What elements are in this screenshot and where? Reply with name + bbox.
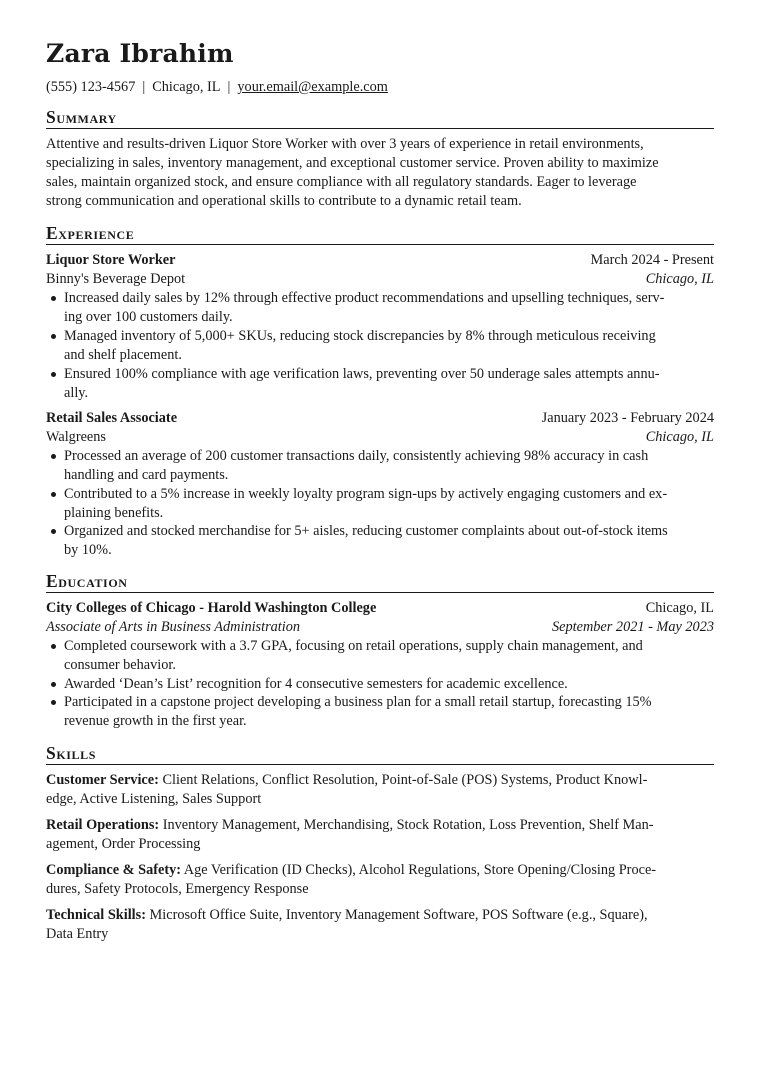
contact-separator: | xyxy=(142,79,146,95)
bullet-line: Increased daily sales by 12% through effective product recommendations and upselling techniques, serv- xyxy=(64,290,665,306)
job-bullet xyxy=(46,289,714,327)
job-bullet xyxy=(46,327,714,365)
job-company-row xyxy=(46,270,714,289)
phone-number: (555) 123-4567 xyxy=(46,79,136,95)
email-link[interactable]: your.email@example.com xyxy=(237,79,388,95)
bullet-icon xyxy=(51,334,56,339)
section-title: Skills xyxy=(46,743,97,763)
section-divider xyxy=(46,128,714,129)
job-title-row xyxy=(46,251,714,270)
section-title: Education xyxy=(46,571,128,591)
summary-line: sales, maintain organized stock, and ensure compliance with all regulatory standards. Eager to leverage xyxy=(46,174,637,190)
bullet-line: Completed coursework with a 3.7 GPA, focusing on retail operations, supply chain management, and xyxy=(64,638,643,654)
location: Chicago, IL xyxy=(152,79,221,95)
bullet-line: Organized and stocked merchandise for 5+ aisles, reducing customer complaints about out-of-stock items xyxy=(64,523,668,539)
bullet-icon xyxy=(51,682,56,687)
job-location: Chicago, IL xyxy=(645,271,714,287)
bullet-line: Processed an average of 200 customer transactions daily, consistently achieving 98% accuracy in cash xyxy=(64,448,649,464)
skill-group xyxy=(46,906,714,944)
skill-line: Inventory Management, Merchandising, Stock Rotation, Loss Prevention, Shelf Man- xyxy=(159,817,654,833)
skill-line: Age Verification (ID Checks), Alcohol Regulations, Store Opening/Closing Proce- xyxy=(181,862,657,878)
job-company-row xyxy=(46,428,714,447)
job-title-row xyxy=(46,409,714,428)
skills-heading xyxy=(46,743,714,763)
skill-line: Data Entry xyxy=(46,926,109,942)
skill-line: agement, Order Processing xyxy=(46,836,201,852)
section-divider xyxy=(46,592,714,593)
job-dates: January 2023 - February 2024 xyxy=(541,410,714,426)
bullet-line: Awarded ‘Dean’s List’ recognition for 4 consecutive semesters for academic excellence. xyxy=(64,676,568,692)
summary-heading xyxy=(46,107,714,127)
job-location: Chicago, IL xyxy=(645,429,714,445)
job-role: Retail Sales Associate xyxy=(46,410,178,426)
section-title: Summary xyxy=(46,107,117,127)
job-bullet xyxy=(46,522,714,560)
bullet-line: Participated in a capstone project developing a business plan for a small retail startup, forecasting 15% xyxy=(64,694,652,710)
job-bullet xyxy=(46,447,714,485)
bullet-icon xyxy=(51,529,56,534)
bullet-line: plaining benefits. xyxy=(64,505,164,521)
school-location: Chicago, IL xyxy=(645,600,714,616)
summary-line: specializing in sales, inventory management, and exceptional customer service. Proven ability to maximize xyxy=(46,155,659,171)
bullet-line: handling and card payments. xyxy=(64,467,229,483)
summary-line: Attentive and results-driven Liquor Store Worker with over 3 years of experience in retail environments, xyxy=(46,136,644,152)
degree-name: Associate of Arts in Business Administration xyxy=(46,619,301,635)
skill-label: Compliance & Safety: xyxy=(46,862,182,878)
education-bullet xyxy=(46,675,714,694)
job-dates: March 2024 - Present xyxy=(590,252,714,268)
bullet-icon xyxy=(51,296,56,301)
bullet-line: Managed inventory of 5,000+ SKUs, reducing stock discrepancies by 8% through meticulous receiving xyxy=(64,328,656,344)
school-name: City Colleges of Chicago - Harold Washington College xyxy=(46,600,377,616)
contact-line xyxy=(46,78,388,96)
summary-text xyxy=(46,135,714,211)
summary-line: strong communication and operational skills to contribute to a dynamic retail team. xyxy=(46,193,522,209)
bullet-line: Contributed to a 5% increase in weekly loyalty program sign-ups by actively engaging customers and ex- xyxy=(64,486,668,502)
bullet-icon xyxy=(51,644,56,649)
job-bullet xyxy=(46,365,714,403)
bullet-line: and shelf placement. xyxy=(64,347,182,363)
bullet-line: revenue growth in the first year. xyxy=(64,713,247,729)
skill-group xyxy=(46,771,714,809)
section-divider xyxy=(46,764,714,765)
section-divider xyxy=(46,244,714,245)
section-title: Experience xyxy=(46,223,135,243)
skill-label: Customer Service: xyxy=(46,772,159,788)
bullet-line: ally. xyxy=(64,385,89,401)
job-company: Walgreens xyxy=(46,429,106,445)
bullet-line: by 10%. xyxy=(64,542,112,558)
candidate-name: Zara Ibrahim xyxy=(46,39,234,68)
bullet-icon xyxy=(51,492,56,497)
skill-line: Microsoft Office Suite, Inventory Management Software, POS Software (e.g., Square), xyxy=(145,907,648,923)
degree-row xyxy=(46,618,714,637)
bullet-line: consumer behavior. xyxy=(64,657,176,673)
degree-dates: September 2021 - May 2023 xyxy=(552,619,714,635)
school-row xyxy=(46,599,714,618)
job-role: Liquor Store Worker xyxy=(46,252,176,268)
education-bullet xyxy=(46,693,714,731)
skill-group xyxy=(46,816,714,854)
bullet-icon xyxy=(51,700,56,705)
skill-group xyxy=(46,861,714,899)
contact-separator: | xyxy=(227,79,231,95)
skill-line: edge, Active Listening, Sales Support xyxy=(46,791,262,807)
bullet-icon xyxy=(51,372,56,377)
education-bullet xyxy=(46,637,714,675)
skill-line: Client Relations, Conflict Resolution, Point-of-Sale (POS) Systems, Product Knowl- xyxy=(158,772,648,788)
bullet-line: Ensured 100% compliance with age verification laws, preventing over 50 underage sales attempts annu- xyxy=(64,366,660,382)
skill-label: Technical Skills: xyxy=(46,907,146,923)
education-heading xyxy=(46,571,714,591)
job-bullet xyxy=(46,485,714,523)
skill-label: Retail Operations: xyxy=(46,817,160,833)
job-company: Binny's Beverage Depot xyxy=(46,271,186,287)
bullet-icon xyxy=(51,454,56,459)
bullet-line: ing over 100 customers daily. xyxy=(64,309,233,325)
experience-heading xyxy=(46,223,714,243)
skill-line: dures, Safety Protocols, Emergency Response xyxy=(46,881,309,897)
